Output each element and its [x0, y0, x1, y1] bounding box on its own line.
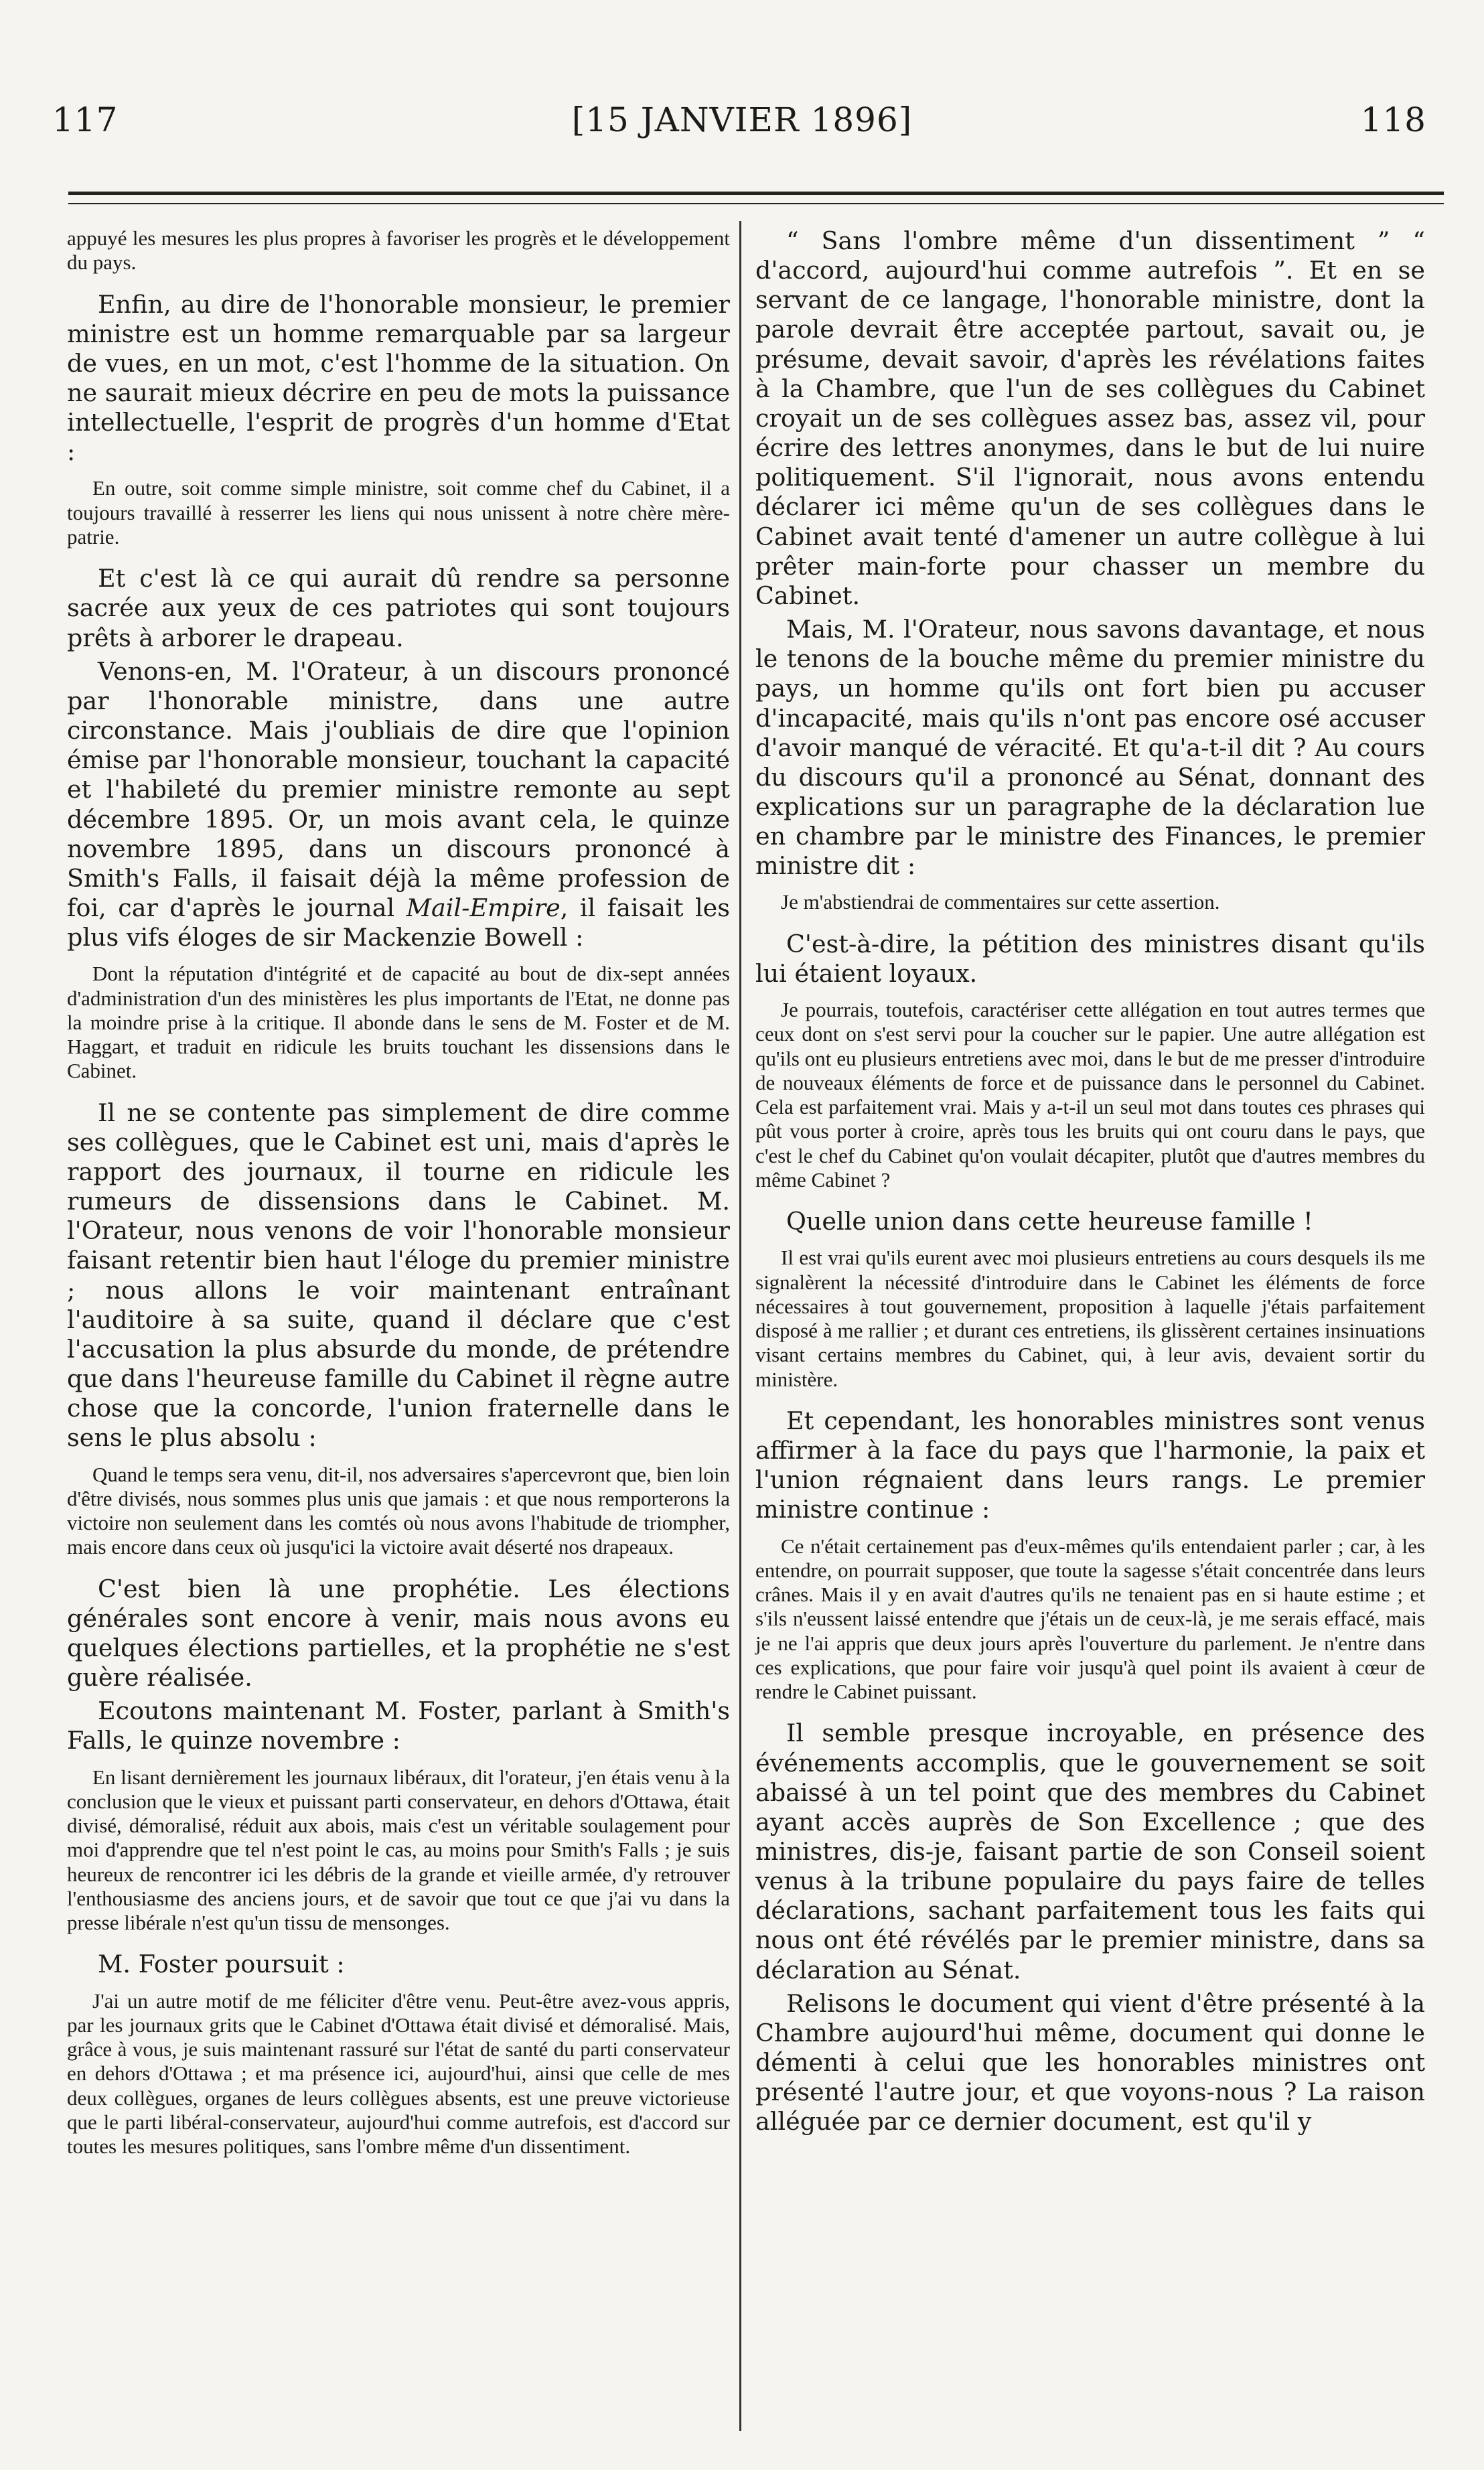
- page-date: [15 JANVIER 1896]: [571, 100, 913, 139]
- paragraph: [67, 657, 730, 953]
- column-divider: [739, 221, 741, 2431]
- paragraph: C'est-à-dire, la pétition des ministres disant qu'ils lui étaient loyaux.: [755, 929, 1425, 988]
- right-column: [755, 226, 1425, 2141]
- block-quote: Je pourrais, toutefois, caractériser cette allégation en tout autres termes que ceux dont on s'est servi pour la coucher sur le papier. Une autre allégation est qu'ils ont eu plusieurs entretiens avec moi, dans le but de me presser d'introduire de nouveaux éléments de force et de puissance dans le personnel du Cabinet. Cela est parfaitement vrai. Mais y a-t-il un seul mot dans toutes ces phrases qui pût vous porter à croire, après tous les bruits qui ont couru dans le pays, que c'est le chef du Cabinet qu'on voulait décapiter, plutôt que d'autres membres du même Cabinet ?: [755, 998, 1425, 1191]
- block-quote: J'ai un autre motif de me féliciter d'être venu. Peut-être avez-vous appris, par les journaux grits que le Cabinet d'Ottawa était divisé et démoralisé. Mais, grâce à vous, je suis maintenant rassuré sur l'état de santé du parti conservateur en dehors d'Ottawa ; et ma présence ici, aujourd'hui, ainsi que celle de mes deux collègues, organes de leurs collègues absents, est une preuve victorieuse que le parti libéral-conservateur, aujourd'hui comme autrefois, est d'accord sur toutes les mesures politiques, sans l'ombre même d'un dissentiment.: [67, 1988, 730, 2159]
- paragraph: Ecoutons maintenant M. Foster, parlant à Smith's Falls, le quinze novembre :: [67, 1696, 730, 1755]
- paragraph: Et c'est là ce qui aurait dû rendre sa personne sacrée aux yeux de ces patriotes qui sont toujours prêts à arborer le drapeau.: [67, 564, 730, 652]
- paragraph: “ Sans l'ombre même d'un dissentiment ” “ d'accord, aujourd'hui comme autrefois ”. Et en se servant de ce langage, l'honorable ministre, dont la parole devrait être acceptée partout, savait ou, je présume, devait savoir, d'après les révélations faites à la Chambre, que l'un de ses collègues du Cabinet croyait un de ses collègues assez bas, assez vil, pour écrire des lettres anonymes, dans le but de lui nuire politiquement. S'il l'ignorait, nous avons entendu déclarer ici même qu'un de ses collègues dans le Cabinet avait tenté d'amener un autre collègue à lui prêter main-forte pour chasser un membre du Cabinet.: [755, 226, 1425, 610]
- paragraph: C'est bien là une prophétie. Les élections générales sont encore à venir, mais nous avons eu quelques élections partielles, et la prophétie ne s'est guère réalisée.: [67, 1574, 730, 1692]
- block-quote: En lisant dernièrement les journaux libéraux, dit l'orateur, j'en étais venu à la conclusion que le vieux et puissant parti conservateur, en dehors d'Ottawa, était divisé, démoralisé, réduit aux abois, mais c'est un véritable soulagement pour moi d'apprendre que tel n'est point le cas, au moins pour Smith's Falls ; je suis heureux de rencontrer ici les débris de la grande et vieille armée, d'y retrouver l'enthousiasme des anciens jours, et de savoir que tout ce que j'ai vu dans la presse libérale n'est qu'un tissu de mensonges.: [67, 1765, 730, 1935]
- block-quote: Dont la réputation d'intégrité et de capacité au bout de dix-sept années d'administration d'un des ministères les plus importants de l'Etat, ne donne pas la moindre prise à la critique. Il abonde dans le sens de M. Foster et de M. Haggart, et traduit en ridicule les bruits touchant les dissensions dans le Cabinet.: [67, 962, 730, 1083]
- page-number-left: 117: [52, 100, 119, 139]
- paragraph: Enfin, au dire de l'honorable monsieur, le premier ministre est un homme remarquable par sa largeur de vues, en un mot, c'est l'homme de la situation. On ne saurait mieux décrire en peu de mots la puissance intellectuelle, l'esprit de progrès d'un homme d'Etat :: [67, 289, 730, 467]
- left-column: [67, 226, 730, 2173]
- page-number-right: 118: [1360, 100, 1426, 139]
- paragraph: Et cependant, les honorables ministres sont venus affirmer à la face du pays que l'harmonie, la paix et l'union régnaient dans leurs rangs. Le premier ministre continue :: [755, 1406, 1425, 1524]
- header-rule-thin: [68, 203, 1444, 204]
- paragraph: Il semble presque incroyable, en présence des événements accomplis, que le gouvernement se soit abaissé à un tel point que des membres du Cabinet ayant accès auprès de Son Excellence ; que des ministres, dis-je, faisant partie de son Conseil soient venus à la tribune populaire du pays faire de telles déclarations, sachant parfaitement tous les faits qui nous ont été révélés par le premier ministre, dans sa déclaration au Sénat.: [755, 1719, 1425, 1984]
- paragraph: Quelle union dans cette heureuse famille !: [786, 1207, 1313, 1236]
- paragraph-text: , il faisait les plus vifs éloges de sir Mackenzie Bowell :: [67, 893, 730, 952]
- journal-name: Mail-Empire: [406, 893, 561, 922]
- block-quote: Quand le temps sera venu, dit-il, nos adversaires s'apercevront que, bien loin d'être divisés, nous sommes plus unis que jamais : et que nous remporterons la victoire non seulement dans les comtés où nous avons l'habitude de triompher, mais encore dans ceux où jusqu'ici la victoire avait déserté nos drapeaux.: [67, 1462, 730, 1559]
- paragraph: Relisons le document qui vient d'être présenté à la Chambre aujourd'hui même, document qui donne le démenti à celui que les honorables ministres ont présenté l'autre jour, et que voyons-nous ? La raison alléguée par ce dernier document, est qu'il y: [755, 1988, 1425, 2136]
- paragraph: M. Foster poursuit :: [98, 1950, 345, 1979]
- header-rule-thick: [68, 192, 1444, 195]
- paragraph-text: Venons-en, M. l'Orateur, à un discours prononcé par l'honorable ministre, dans une autre circonstance. Mais j'oubliais de dire que l'opinion émise par l'honorable monsieur, touchant la capacité et l'habileté du premier ministre remonte au sept décembre 1895. Or, un mois avant cela, le quinze novembre 1895, dans un discours prononcé à Smith's Falls, il faisait déjà la même profession de foi, car d'après le journal: [67, 656, 730, 922]
- block-quote: Je m'abstiendrai de commentaires sur cette assertion.: [781, 890, 1220, 914]
- paragraph: Il ne se contente pas simplement de dire comme ses collègues, que le Cabinet est uni, mais d'après le rapport des journaux, il tourne en ridicule les rumeurs de dissensions dans le Cabinet. M. l'Orateur, nous venons de voir l'honorable monsieur faisant retentir bien haut l'éloge du premier ministre ; nous allons le voir maintenant entraînant l'auditoire à sa suite, quand il déclare que c'est l'accusation la plus absurde du monde, de prétendre que dans l'heureuse famille du Cabinet il règne autre chose que la concorde, l'union fraternelle dans le sens le plus absolu :: [67, 1098, 730, 1453]
- block-quote: En outre, soit comme simple ministre, soit comme chef du Cabinet, il a toujours travaillé à resserrer les liens qui nous unissent à notre chère mère-patrie.: [67, 476, 730, 549]
- paragraph-continued: appuyé les mesures les plus propres à favoriser les progrès et le développement du pays.: [67, 226, 730, 275]
- block-quote: Ce n'était certainement pas d'eux-mêmes qu'ils entendaient parler ; car, à les entendre, on pourrait supposer, que toute la sagesse s'était concentrée dans leurs crânes. Mais il y en avait d'autres qu'ils ne tenaient pas en si haute estime ; et s'ils n'eussent laissé entendre que j'étais un de ceux-là, je me serais effacé, mais je ne l'ai appris que deux jours après l'ouverture du parlement. Je n'entre dans ces explications, que pour faire voir jusqu'à quel point ils avaient à cœur de rendre le Cabinet puissant.: [755, 1534, 1425, 1704]
- block-quote: Il est vrai qu'ils eurent avec moi plusieurs entretiens au cours desquels ils me signalèrent la nécessité d'introduire dans le Cabinet les éléments de force nécessaires à tout gouvernement, proposition à laquelle j'étais parfaitement disposé à me rallier ; et durant ces entretiens, ils glissèrent certaines insinuations visant certains membres du Cabinet, qui, à leur avis, devaient sortir du ministère.: [755, 1246, 1425, 1391]
- paragraph: Mais, M. l'Orateur, nous savons davantage, et nous le tenons de la bouche même du premier ministre du pays, un homme qu'ils ont fort bien pu accuser d'incapacité, mais qu'ils n'ont pas encore osé accuser d'avoir manqué de véracité. Et qu'a-t-il dit ? Au cours du discours qu'il a prononcé au Sénat, donnant des explications sur un paragraphe de la déclaration lue en chambre par le ministre des Finances, le premier ministre dit :: [755, 615, 1425, 881]
